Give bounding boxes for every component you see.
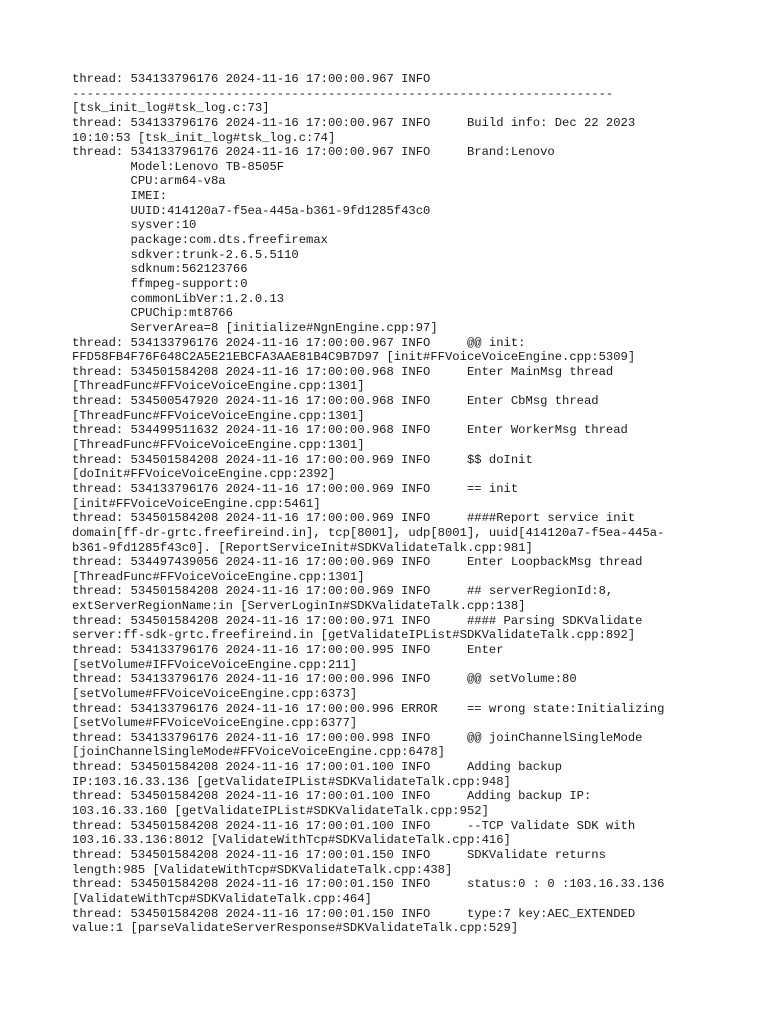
log-line: [tsk_init_log#tsk_log.c:73]	[72, 101, 270, 116]
log-line: CPUChip:mt8766	[72, 306, 233, 321]
log-line: length:985 [ValidateWithTcp#SDKValidateTalk.cpp:438]	[72, 862, 453, 877]
log-line: thread: 534500547920 2024-11-16 17:00:00.968 INFO Enter CbMsg thread	[72, 394, 599, 409]
log-line: thread: 534133796176 2024-11-16 17:00:00.996 ERROR == wrong state:Initializing	[72, 701, 665, 716]
log-line: ServerArea=8 [initialize#NgnEngine.cpp:97]	[72, 320, 438, 335]
log-line: sdkver:trunk-2.6.5.5110	[72, 247, 299, 262]
log-line: thread: 534501584208 2024-11-16 17:00:01.100 INFO Adding backup	[72, 760, 563, 775]
log-line: domain[ff-dr-grtc.freefireind.in], tcp[8001], udp[8001], uuid[414120a7-f5ea-445a-	[72, 525, 665, 540]
log-line: thread: 534499511632 2024-11-16 17:00:00.968 INFO Enter WorkerMsg thread	[72, 423, 628, 438]
log-line: ffmpeg-support:0	[72, 276, 248, 291]
log-line: sdknum:562123766	[72, 262, 248, 277]
log-line: UUID:414120a7-f5ea-445a-b361-9fd1285f43c0	[72, 203, 431, 218]
log-line: [joinChannelSingleMode#FFVoiceVoiceEngine.cpp:6478]	[72, 745, 445, 760]
log-line: sysver:10	[72, 218, 197, 233]
log-line: thread: 534133796176 2024-11-16 17:00:00.967 INFO Build info: Dec 22 2023	[72, 115, 636, 130]
log-line: thread: 534501584208 2024-11-16 17:00:01.150 INFO SDKValidate returns	[72, 847, 606, 862]
log-line: 103.16.33.136:8012 [ValidateWithTcp#SDKValidateTalk.cpp:416]	[72, 833, 511, 848]
log-line: thread: 534133796176 2024-11-16 17:00:00.996 INFO @@ setVolume:80	[72, 672, 577, 687]
log-line: thread: 534501584208 2024-11-16 17:00:01.150 INFO status:0 : 0 :103.16.33.136	[72, 877, 665, 892]
log-line: IMEI:	[72, 189, 168, 204]
log-line: IP:103.16.33.136 [getValidateIPList#SDKValidateTalk.cpp:948]	[72, 774, 511, 789]
log-line: thread: 534497439056 2024-11-16 17:00:00.969 INFO Enter LoopbackMsg thread	[72, 555, 643, 570]
log-line: [setVolume#IFFVoiceVoiceEngine.cpp:211]	[72, 657, 358, 672]
log-line: [ThreadFunc#FFVoiceVoiceEngine.cpp:1301]	[72, 379, 365, 394]
log-line: [ThreadFunc#FFVoiceVoiceEngine.cpp:1301]	[72, 408, 365, 423]
log-line: --------------------------------------------------------------------------	[72, 86, 614, 101]
log-line: thread: 534501584208 2024-11-16 17:00:01.100 INFO Adding backup IP:	[72, 789, 592, 804]
log-line: [doInit#FFVoiceVoiceEngine.cpp:2392]	[72, 467, 336, 482]
log-line: server:ff-sdk-grtc.freefireind.in [getValidateIPList#SDKValidateTalk.cpp:892]	[72, 628, 636, 643]
log-line: commonLibVer:1.2.0.13	[72, 291, 285, 306]
log-line: Model:Lenovo TB-8505F	[72, 159, 285, 174]
log-line: thread: 534501584208 2024-11-16 17:00:00.969 INFO ## serverRegionId:8,	[72, 584, 614, 599]
log-line: value:1 [parseValidateServerResponse#SDKValidateTalk.cpp:529]	[72, 921, 519, 936]
log-line: thread: 534501584208 2024-11-16 17:00:01.150 INFO type:7 key:AEC_EXTENDED	[72, 906, 636, 921]
log-line: thread: 534501584208 2024-11-16 17:00:00.969 INFO $$ doInit	[72, 452, 533, 467]
log-line: thread: 534133796176 2024-11-16 17:00:00.967 INFO	[72, 72, 431, 86]
log-line: [init#FFVoiceVoiceEngine.cpp:5461]	[72, 496, 321, 511]
log-line: [ThreadFunc#FFVoiceVoiceEngine.cpp:1301]	[72, 438, 365, 453]
log-line: thread: 534133796176 2024-11-16 17:00:00.995 INFO Enter	[72, 642, 504, 657]
log-line: extServerRegionName:in [ServerLoginIn#SDKValidateTalk.cpp:138]	[72, 599, 526, 614]
log-line: thread: 534133796176 2024-11-16 17:00:00.967 INFO Brand:Lenovo	[72, 145, 555, 160]
log-line: 103.16.33.160 [getValidateIPList#SDKValidateTalk.cpp:952]	[72, 804, 489, 819]
log-text-block	[72, 72, 712, 936]
log-line: b361-9fd1285f43c0]. [ReportServiceInit#SDKValidateTalk.cpp:981]	[72, 540, 533, 555]
log-line: thread: 534501584208 2024-11-16 17:00:00.971 INFO #### Parsing SDKValidate	[72, 613, 643, 628]
log-line: [setVolume#FFVoiceVoiceEngine.cpp:6373]	[72, 686, 358, 701]
log-line: [ThreadFunc#FFVoiceVoiceEngine.cpp:1301]	[72, 569, 365, 584]
log-line: [setVolume#FFVoiceVoiceEngine.cpp:6377]	[72, 716, 358, 731]
log-line: [ValidateWithTcp#SDKValidateTalk.cpp:464]	[72, 891, 372, 906]
log-line: thread: 534133796176 2024-11-16 17:00:00.969 INFO == init	[72, 481, 519, 496]
log-line: thread: 534501584208 2024-11-16 17:00:00.969 INFO ####Report service init	[72, 511, 636, 526]
log-line: thread: 534501584208 2024-11-16 17:00:01.100 INFO --TCP Validate SDK with	[72, 818, 636, 833]
log-line: package:com.dts.freefiremax	[72, 233, 328, 248]
log-line: thread: 534133796176 2024-11-16 17:00:00.998 INFO @@ joinChannelSingleMode	[72, 730, 643, 745]
log-line: thread: 534133796176 2024-11-16 17:00:00.967 INFO @@ init:	[72, 335, 526, 350]
log-line: 10:10:53 [tsk_init_log#tsk_log.c:74]	[72, 130, 336, 145]
log-line: thread: 534501584208 2024-11-16 17:00:00.968 INFO Enter MainMsg thread	[72, 364, 614, 379]
log-line: FFD58FB4F76F648C2A5E21EBCFA3AAE81B4C9B7D97 [init#FFVoiceVoiceEngine.cpp:5309]	[72, 350, 636, 365]
log-line: CPU:arm64-v8a	[72, 174, 226, 189]
